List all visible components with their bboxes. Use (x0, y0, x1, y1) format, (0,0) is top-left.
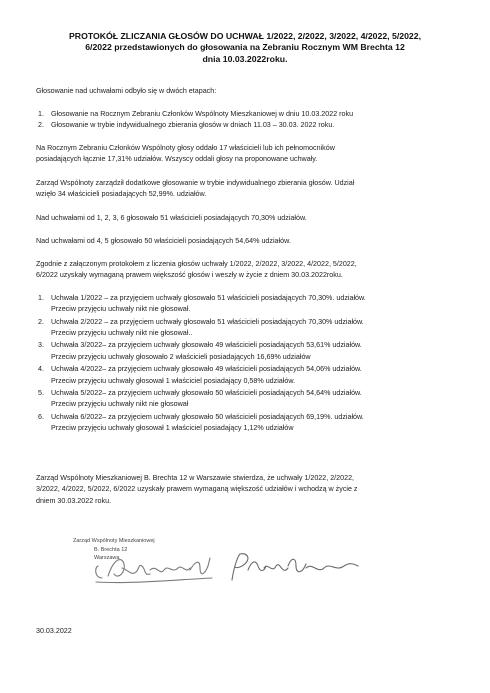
paragraph-votes-45: Nad uchwałami od 4, 5 głosowało 50 właścicieli posiadających 54,64% udziałów. (36, 237, 291, 245)
resolution-item: 2. Uchwała 2/2022 – za przyjęciem uchwały głosowało 51 właścicieli posiadających 70,30% udziałów. Przeciw przyjęciu uchwały nikt nie głosował.. (38, 317, 364, 338)
stamp-line: B. Brechta 12 (94, 546, 128, 553)
paragraph-meeting-votes: Na Rocznym Zebraniu Członków Wspólnoty głosy oddało 17 właścicieli lub ich pełnomocników posiadających łącznie 17,31% udziałów. Wszyscy oddali głosy na proponowane uchwały. (36, 144, 335, 164)
resolution-item: 3. Uchwała 3/2022– za przyjęciem uchwały głosowało 49 właścicieli posiadających 53,61% udziałów. Przeciw przyjęciu uchwały głosowało 2 właścicieli posiadających 16,69% udziałów (38, 341, 362, 361)
voting-stages-list (36, 109, 466, 132)
document-date: 30.03.2022 (36, 627, 72, 635)
closing-statement: Zarząd Wspólnoty Mieszkaniowej B. Brechta 12 w Warszawie stwierdza, że uchwały 1/2022, 2/2022, 3/2022, 4/2022, 5/2022, 6/2022 uzyskały prawem wymaganą większość udziałów i wchodzą w życie z dniem 30.03.2022 roku. (36, 474, 358, 505)
resolution-item: 6. Uchwała 6/2022– za przyjęciem uchwały głosowało 50 właścicieli posiadających 69,19%. udziałów. Przeciw przyjęciu uchwały głosował 1 właściciel posiadający 1,12% udziałów (38, 412, 364, 432)
paragraph-additional-voting: Zarząd Wspólnoty zarządził dodatkowe głosowanie w trybie indywidualnego zbierania głosów. Udział wzięło 34 właścicieli posiadających 52,99%. udziałów. (36, 179, 355, 199)
paragraph-protocol-summary: Zgodnie z załączonym protokołem z liczenia głosów uchwały 1/2022, 2/2022, 3/2022, 4/2022, 5/2022, 6/2022 uzyskały wymaganą prawem większość głosów i weszły w życie z dniem 30.03.2022roku. (36, 260, 357, 280)
stamp-line: Warszawa (94, 555, 120, 562)
stamp-line: Zarząd Wspólnoty Mieszkaniowej (73, 538, 155, 544)
resolution-item: 5. Uchwała 5/2022– za przyjęciem uchwały głosowało 50 właścicieli posiadających 54,64% udziałów. Przeciw przyjęciu uchwały nikt nie głosował (38, 388, 362, 409)
resolution-item: 1. Uchwała 1/2022 – za przyjęciem uchwały głosowało 51 właścicieli posiadających 70,30%. udziałów. Przeciw przyjęciu uchwały nikt nie głosował. (38, 294, 366, 314)
title-line: 6/2022 przedstawionych do głosowania na Zebraniu Rocznym WM Brechta 12 (85, 42, 405, 53)
list-item: 2. Głosowanie w trybie indywidualnego zbierania głosów w dniach 11.03 – 30.03. 2022 roku. (38, 121, 335, 130)
document-title (20, 31, 470, 65)
resolutions-list (36, 293, 466, 434)
handwritten-signatures (92, 546, 362, 596)
title-line: PROTOKÓŁ ZLICZANIA GŁOSÓW DO UCHWAŁ 1/2022, 2/2022, 3/2022, 4/2022, 5/2022, (69, 31, 421, 41)
intro-text: Głosowanie nad uchwałami odbyło się w dwóch etapach: (36, 87, 217, 95)
resolution-item: 4. Uchwała 4/2022– za przyjęciem uchwały głosowało 49 właścicieli posiadających 54,06% udziałów. Przeciw przyjęciu uchwały głosował 1 właściciel posiadający 0,58% udziałów. (38, 365, 362, 385)
title-line: dnia 10.03.2022roku. (202, 53, 288, 64)
paragraph-votes-1236: Nad uchwałami od 1, 2, 3, 6 głosowało 51 właścicieli posiadających 70,30% udziałów. (36, 214, 307, 222)
list-item: 1. Głosowanie na Rocznym Zebraniu Członków Wspólnoty Mieszkaniowej w dniu 10.03.2022 roku (38, 110, 354, 118)
